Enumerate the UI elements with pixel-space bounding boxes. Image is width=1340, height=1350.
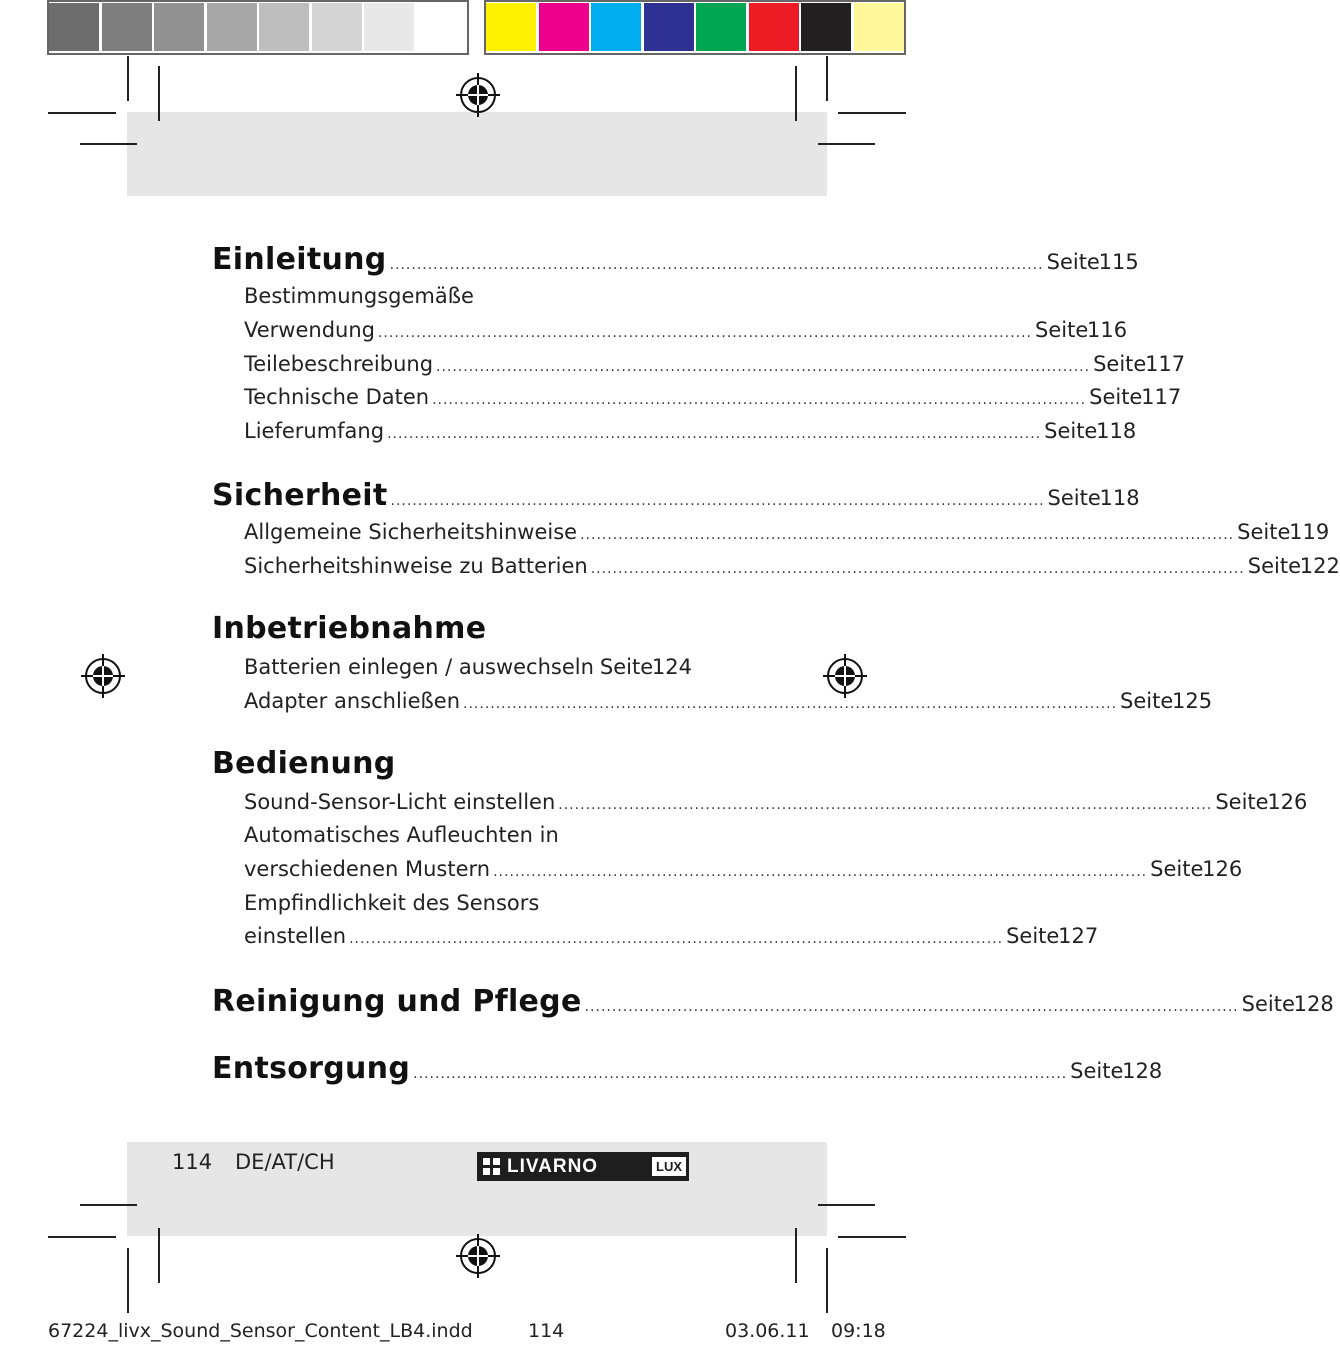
leader-dots: ........................................................................................................................ xyxy=(390,493,1045,509)
registration-mark-icon xyxy=(823,654,867,698)
toc-entry-label: Sound-Sensor-Licht einstellen xyxy=(244,790,556,814)
crop-mark xyxy=(158,1228,160,1283)
toc-entry-label: Sicherheitshinweise zu Batterien xyxy=(244,554,588,578)
page-number: 124 xyxy=(651,655,693,679)
page-number: 127 xyxy=(1058,924,1099,948)
page-number: 125 xyxy=(1172,689,1213,713)
toc-entry-line: Empfindlichkeit des Sensors xyxy=(244,891,540,915)
page-number: 128 xyxy=(1122,1059,1163,1083)
page-number: 126 xyxy=(1267,790,1308,814)
seite-label: Seite xyxy=(1150,857,1204,881)
logo-squares-icon xyxy=(483,1158,501,1176)
grey-swatch xyxy=(207,3,257,51)
toc-entry-label: Teilebeschreibung xyxy=(244,352,434,376)
color-swatch xyxy=(801,3,851,51)
leader-dots: ........................................................................................................................ xyxy=(493,864,1148,880)
logo-suffix: LUX xyxy=(652,1157,686,1176)
page-number: 115 xyxy=(1098,250,1139,274)
seite-label: Seite xyxy=(1089,385,1143,409)
crop-mark xyxy=(818,143,875,145)
toc-entry[interactable] xyxy=(244,790,1308,814)
seite-label: Seite xyxy=(1120,689,1174,713)
toc-entry[interactable] xyxy=(244,857,1243,881)
footer-region: DE/AT/CH xyxy=(235,1150,335,1174)
toc-heading-sicherheit[interactable] xyxy=(212,478,1140,513)
leader-dots: ........................................................................................................................ xyxy=(377,325,1033,341)
toc-heading-bedienung[interactable] xyxy=(212,746,690,781)
seite-label: Seite xyxy=(1035,318,1089,342)
page-number: 128 xyxy=(1293,992,1334,1016)
seite-label: Seite xyxy=(1046,250,1100,274)
leader-dots: ........................................................................................................................ xyxy=(436,359,1091,375)
toc-entry-label: Verwendung xyxy=(244,318,375,342)
seite-label: Seite xyxy=(1006,924,1060,948)
leader-dots: ........................................................................................................................ xyxy=(389,257,1044,273)
toc-entry-label: Batterien einlegen / auswechseln xyxy=(244,655,594,679)
toc-entry-label: Allgemeine Sicherheitshinweise xyxy=(244,520,578,544)
toc-entry[interactable] xyxy=(244,419,1137,443)
crop-mark xyxy=(818,1204,875,1206)
color-swatch xyxy=(591,3,641,51)
crop-mark xyxy=(127,1248,129,1313)
grey-swatch xyxy=(102,3,152,51)
leader-dots: ........................................................................................................................ xyxy=(387,426,1042,442)
crop-mark xyxy=(826,56,828,101)
leader-dots: ........................................................................................................................ xyxy=(463,696,1118,712)
toc-heading-label: Inbetriebnahme xyxy=(212,611,487,646)
leader-dots: ........................................................................................................................ xyxy=(590,561,1245,577)
color-swatch xyxy=(854,3,904,51)
seite-label: Seite xyxy=(1093,352,1147,376)
toc-entry[interactable] xyxy=(244,318,1128,342)
leader-dots: ........................................................................................................................ xyxy=(413,1066,1068,1082)
leader-dots: ........................................................................................................................ xyxy=(584,999,1239,1015)
toc-heading-label: Bedienung xyxy=(212,746,396,781)
page-number: 126 xyxy=(1202,857,1243,881)
grey-swatch xyxy=(259,3,309,51)
footer-page-number: 114 xyxy=(172,1150,213,1174)
slug-filename: 67224_livx_Sound_Sensor_Content_LB4.indd xyxy=(48,1320,473,1342)
seite-label: Seite xyxy=(1241,992,1295,1016)
toc-heading-label: Entsorgung xyxy=(212,1051,411,1086)
slug-time: 09:18 xyxy=(831,1320,886,1342)
crop-mark xyxy=(48,112,116,114)
seite-label: Seite xyxy=(1070,1059,1124,1083)
crop-mark xyxy=(158,66,160,121)
logo-word: LIVARNO xyxy=(507,1155,599,1177)
color-swatch xyxy=(749,3,799,51)
toc-entry[interactable] xyxy=(244,385,1182,409)
toc-entry-label: verschiedenen Mustern xyxy=(244,857,491,881)
registration-mark-icon xyxy=(81,654,125,698)
grey-swatch xyxy=(49,3,99,51)
toc-entry[interactable] xyxy=(244,924,1099,948)
crop-mark xyxy=(48,1236,116,1238)
page-number: 116 xyxy=(1087,318,1128,342)
page-number: 119 xyxy=(1289,520,1330,544)
toc-heading-label: Reinigung und Pflege xyxy=(212,984,582,1019)
crop-mark xyxy=(838,112,906,114)
registration-mark-icon xyxy=(456,73,500,117)
toc-heading-label: Sicherheit xyxy=(212,478,388,513)
toc-entry[interactable] xyxy=(244,352,1186,376)
toc-entry-line: Bestimmungsgemäße xyxy=(244,284,474,308)
page-number: 118 xyxy=(1099,486,1140,510)
toc-heading-label: Einleitung xyxy=(212,242,387,277)
slug-date: 03.06.11 xyxy=(725,1320,810,1342)
registration-mark-icon xyxy=(456,1234,500,1278)
toc-entry[interactable] xyxy=(244,554,1340,578)
toc-entry[interactable] xyxy=(244,520,1330,544)
toc-entry-label: einstellen xyxy=(244,924,347,948)
livarno-lux-logo xyxy=(477,1152,689,1181)
seite-label: Seite xyxy=(1215,790,1269,814)
seite-label: Seite xyxy=(1044,419,1098,443)
slug-page: 114 xyxy=(528,1320,565,1342)
toc-heading-reinigung[interactable] xyxy=(212,984,1334,1019)
page-number: 117 xyxy=(1141,385,1182,409)
leader-dots: ........................................................................................................................ xyxy=(432,392,1087,408)
seite-label: Seite xyxy=(1247,554,1302,578)
color-swatch xyxy=(486,3,536,51)
crop-mark xyxy=(826,1248,828,1313)
toc-entry-label: Lieferumfang xyxy=(244,419,385,443)
grey-swatch xyxy=(312,3,362,51)
grey-swatch xyxy=(154,3,204,51)
seite-label: Seite xyxy=(1047,486,1101,510)
header-band xyxy=(127,112,827,196)
toc-heading-inbetriebnahme[interactable] xyxy=(212,611,690,646)
seite-label: Seite xyxy=(1237,520,1291,544)
crop-mark xyxy=(838,1236,906,1238)
crop-mark xyxy=(795,66,797,121)
leader-dots: ........................................................................................................................ xyxy=(349,931,1004,947)
crop-mark xyxy=(80,143,137,145)
color-swatch xyxy=(644,3,694,51)
leader-dots: ........................................................................................................................ xyxy=(580,527,1235,543)
toc-heading-entsorgung[interactable] xyxy=(212,1051,1163,1086)
page-number: 118 xyxy=(1096,419,1137,443)
leader-dots: ........................................................................................................................ xyxy=(558,797,1213,813)
toc-entry-line: Automatisches Aufleuchten in xyxy=(244,823,559,847)
seite-label: Seite xyxy=(599,655,654,679)
toc-entry-label: Adapter anschließen xyxy=(244,689,461,713)
toc-heading-einleitung[interactable] xyxy=(212,242,1139,277)
toc-entry-label: Technische Daten xyxy=(244,385,430,409)
toc-entry[interactable] xyxy=(244,655,693,679)
toc-entry[interactable] xyxy=(244,689,1213,713)
crop-mark xyxy=(127,56,129,101)
color-swatch xyxy=(539,3,589,51)
grey-swatch xyxy=(417,3,467,51)
grey-swatch xyxy=(364,3,414,51)
color-swatch xyxy=(696,3,746,51)
crop-mark xyxy=(80,1204,137,1206)
crop-mark xyxy=(795,1228,797,1283)
page-number: 122 xyxy=(1299,554,1340,578)
page-number: 117 xyxy=(1145,352,1186,376)
